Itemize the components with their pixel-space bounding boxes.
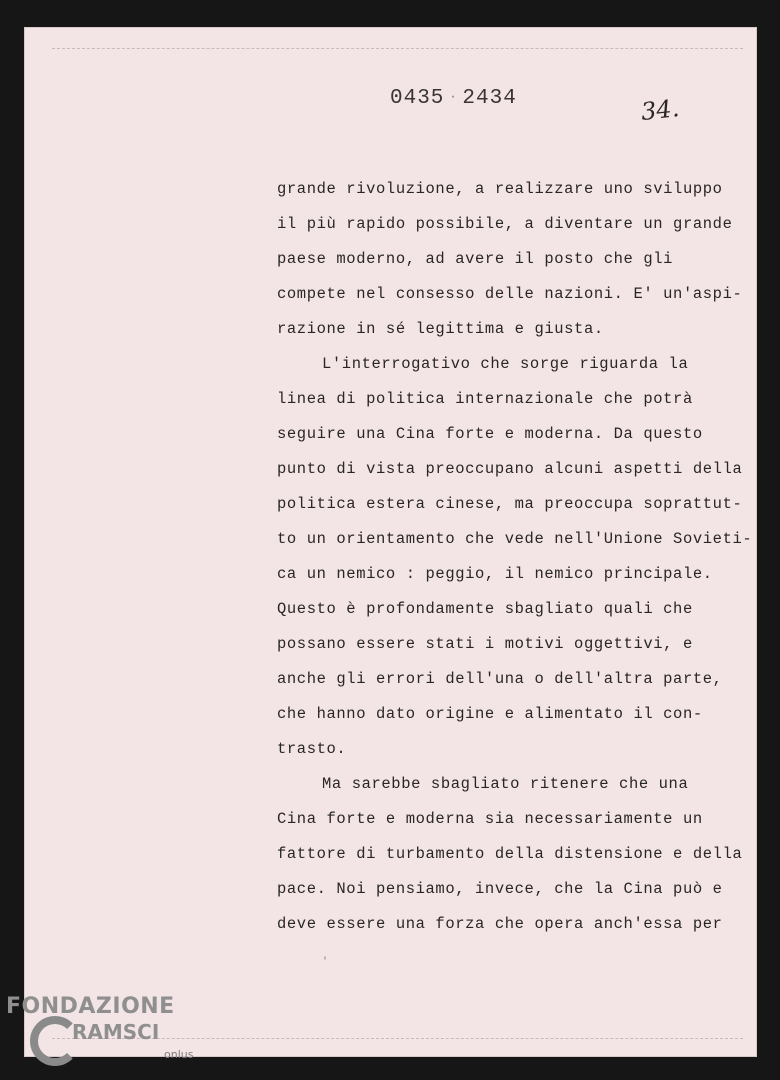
text-line: to un orientamento che vede nell'Unione Sovieti-	[277, 530, 753, 548]
document-number	[390, 87, 517, 110]
text-line: punto di vista preoccupano alcuni aspetti della	[277, 460, 743, 478]
text-line: compete nel consesso delle nazioni. E' un'aspi-	[277, 285, 743, 303]
text-line: ca un nemico : peggio, il nemico principale.	[277, 565, 713, 583]
text-line: trasto.	[277, 740, 347, 758]
text-line: seguire una Cina forte e moderna. Da questo	[277, 425, 703, 443]
text-line: che hanno dato origine e alimentato il con-	[277, 705, 703, 723]
text-line: linea di politica internazionale che potrà	[277, 390, 693, 408]
watermark-onlus: onlus	[164, 1048, 194, 1061]
text-line: Questo è profondamente sbagliato quali che	[277, 600, 693, 618]
watermark-line1: FONDAZIONE	[6, 994, 175, 1019]
document-number-left: 0435	[390, 87, 445, 110]
text-line: Ma sarebbe sbagliato ritenere che una	[322, 775, 689, 793]
text-line: possano essere stati i motivi oggettivi, e	[277, 635, 693, 653]
handwritten-folio-number: 34.	[639, 94, 681, 126]
text-line: politica estera cinese, ma preoccupa soprattut-	[277, 495, 743, 513]
top-dashed-rule	[52, 48, 743, 49]
document-number-right: 2434	[462, 87, 517, 110]
text-line: razione in sé legittima e giusta.	[277, 320, 604, 338]
typewritten-text-body	[277, 172, 753, 942]
watermark-line2: RAMSCI	[72, 1020, 160, 1044]
fondazione-gramsci-watermark	[6, 992, 206, 1077]
document-number-separator: ·	[449, 90, 458, 105]
text-line: deve essere una forza che opera anch'essa per	[277, 915, 723, 933]
document-page	[24, 27, 757, 1057]
text-line: grande rivoluzione, a realizzare uno sviluppo	[277, 180, 723, 198]
text-line: paese moderno, ad avere il posto che gli	[277, 250, 674, 268]
text-line: Cina forte e moderna sia necessariamente un	[277, 810, 703, 828]
text-line: anche gli errori dell'una o dell'altra parte,	[277, 670, 723, 688]
text-line: fattore di turbamento della distensione e della	[277, 845, 743, 863]
text-line: L'interrogativo che sorge riguarda la	[322, 355, 689, 373]
text-line: il più rapido possibile, a diventare un grande	[277, 215, 733, 233]
text-line: pace. Noi pensiamo, invece, che la Cina può e	[277, 880, 723, 898]
ink-speck: '	[322, 957, 329, 968]
